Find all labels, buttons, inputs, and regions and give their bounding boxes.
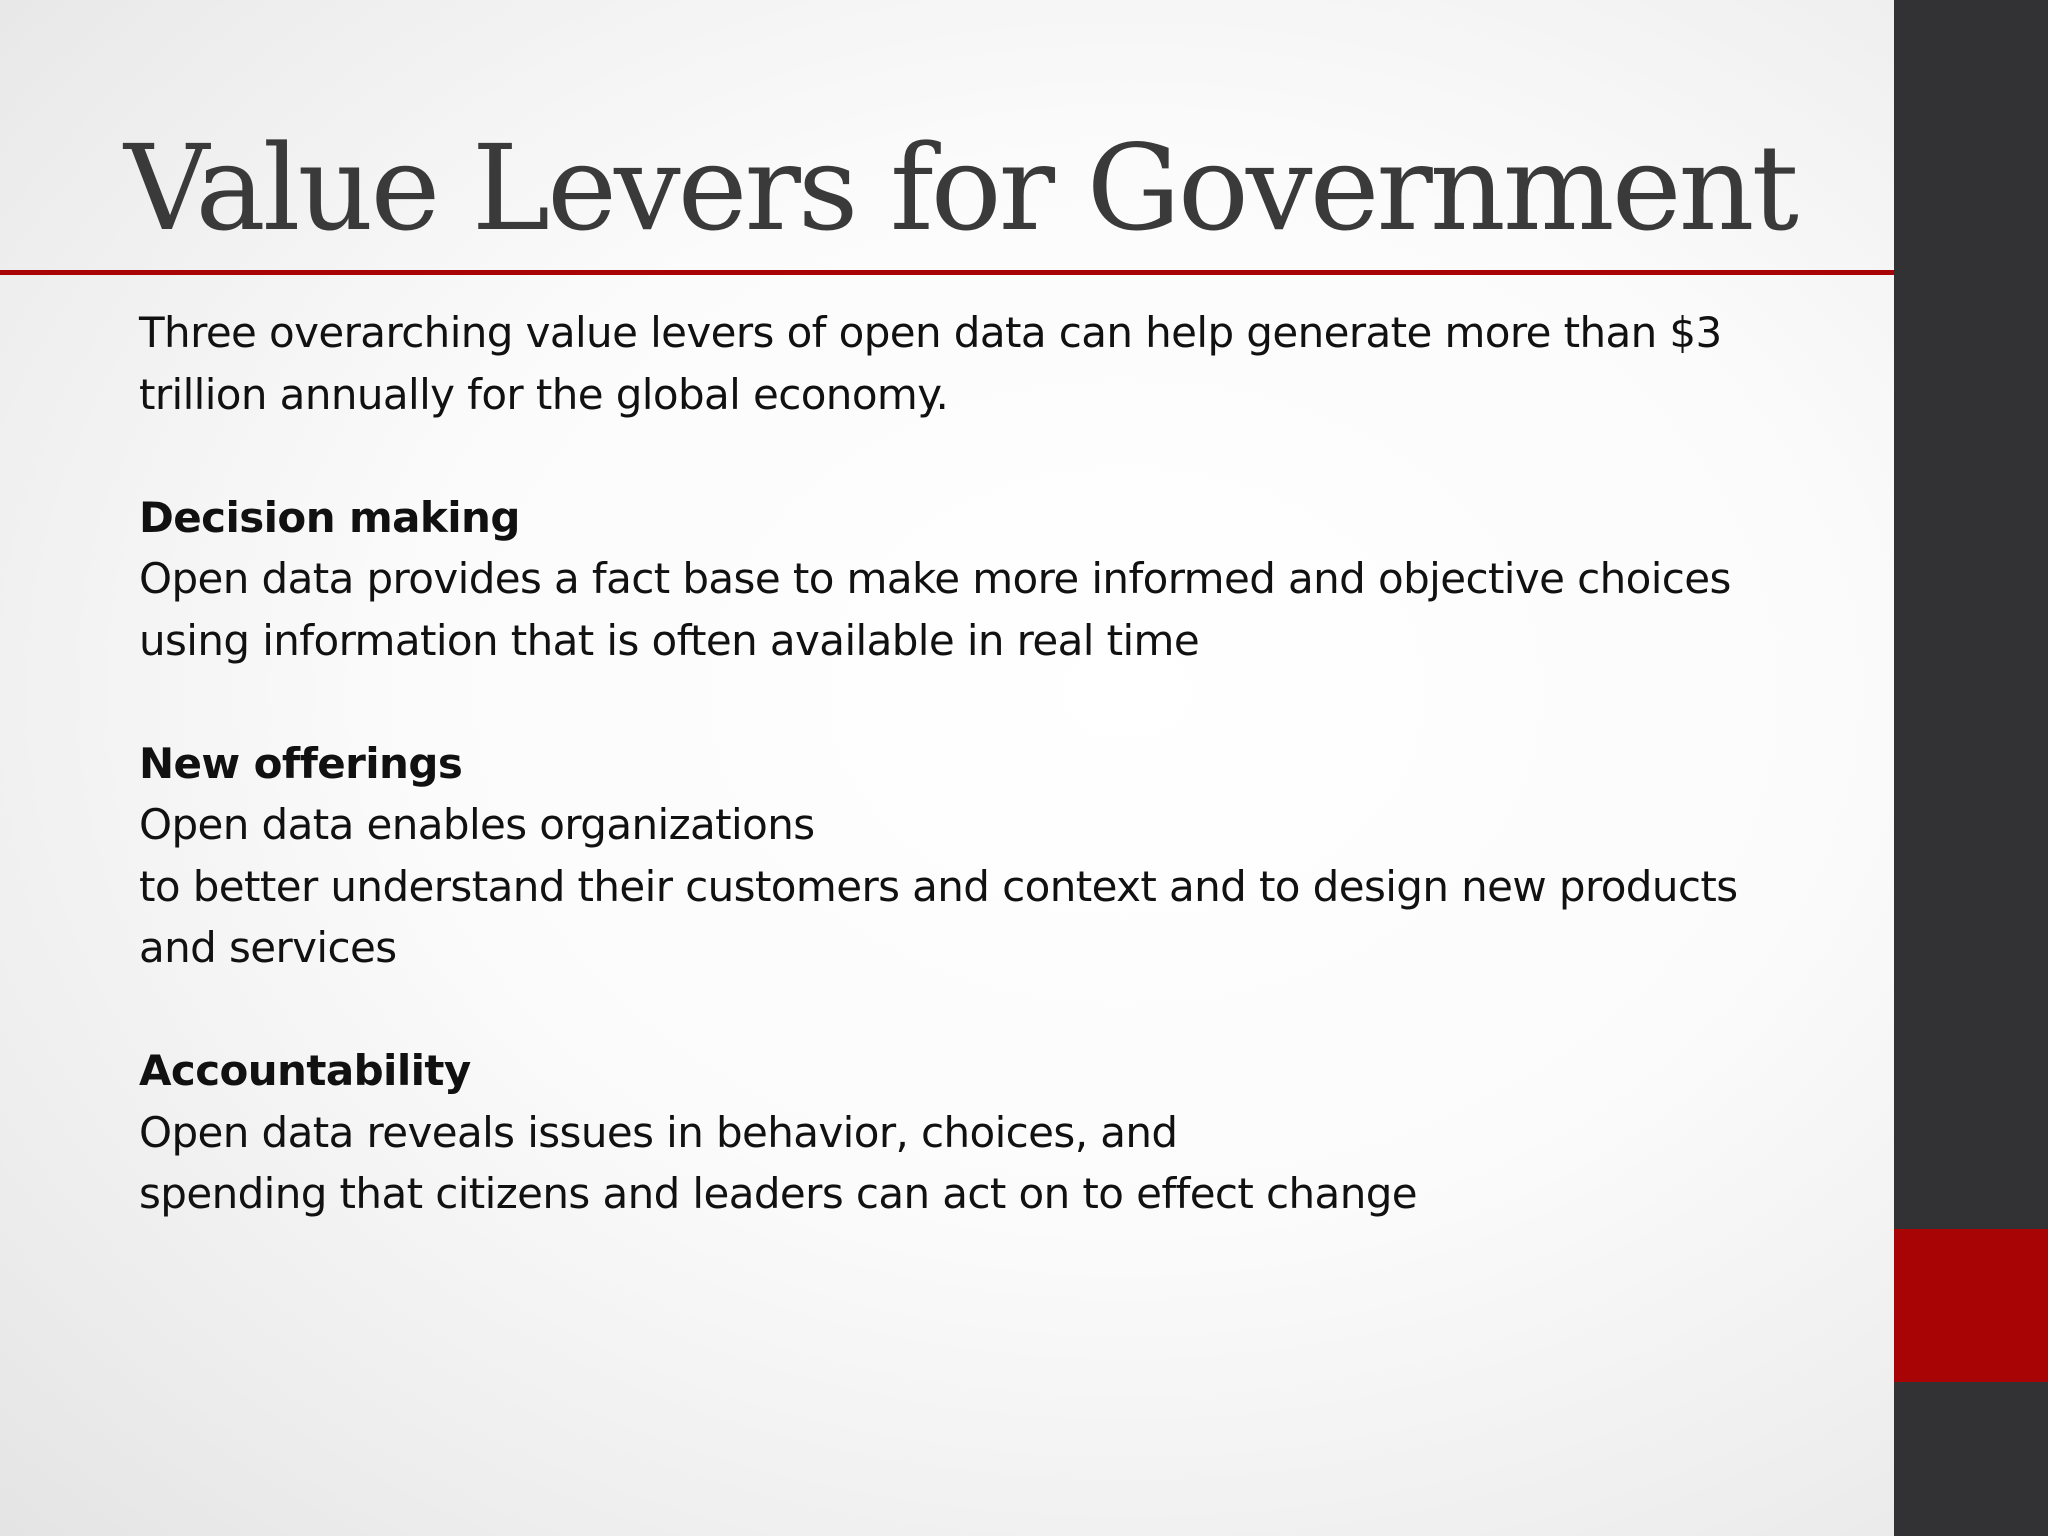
intro-line: trillion annually for the global economy.: [139, 369, 949, 419]
section-text-line: and services: [139, 923, 397, 972]
spacer: [139, 979, 1879, 1041]
section-text-line: Open data provides a fact base to make more informed and objective choices: [139, 554, 1731, 603]
section-heading-accountability: Accountability: [139, 1046, 471, 1095]
spacer: [139, 671, 1879, 733]
section-text-line: Open data enables organizations: [139, 800, 815, 849]
section-text-line: using information that is often available in real time: [139, 615, 1200, 665]
spacer: [139, 425, 1879, 487]
section-heading-new-offerings: New offerings: [139, 738, 463, 788]
intro-line: Three overarching value levers of open data can help generate more than $3: [139, 308, 1722, 357]
section-text-line: spending that citizens and leaders can act on to effect change: [139, 1169, 1418, 1218]
slide-title: Value Levers for Government: [124, 119, 1796, 257]
section-heading-decision-making: Decision making: [139, 492, 520, 542]
section-text-line: to better understand their customers and context and to design new products: [139, 861, 1738, 911]
side-accent-block: [1894, 1229, 2048, 1382]
slide-body: [139, 302, 1879, 1225]
section-text-line: Open data reveals issues in behavior, choices, and: [139, 1107, 1178, 1157]
title-divider: [0, 270, 1905, 275]
